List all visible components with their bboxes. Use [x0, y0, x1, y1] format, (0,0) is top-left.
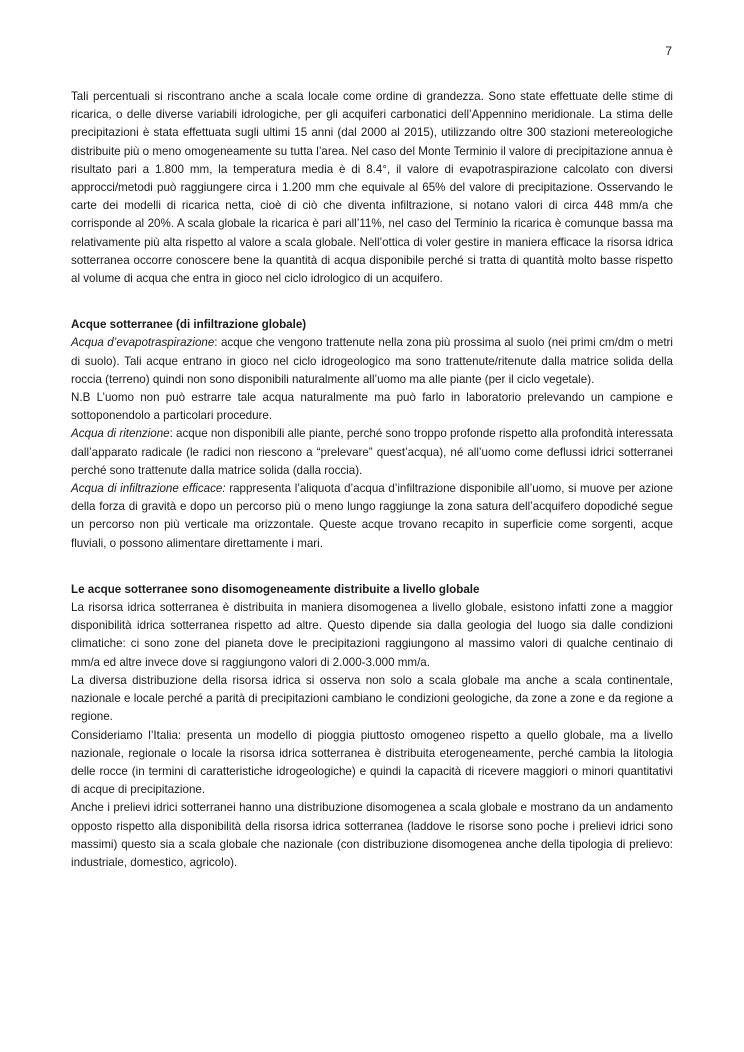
section-distribution — [71, 581, 673, 872]
paragraph-note: N.B L’uomo non può estrarre tale acqua naturalmente ma può farlo in laboratorio prelevando un campione e sottoponendolo a particolari procedure. — [71, 391, 673, 423]
intro-paragraph: Tali percentuali si riscontrano anche a scala locale come ordine di grandezza. Sono state effettuate delle stime di ricarica, o delle diverse variabili idrologiche, per gli acquiferi carbonatici dell’Appennino meridionale. La stima delle precipitazioni è stata effettuata sugli ultimi 15 anni (dal 2000 al 2015), utilizzando oltre 300 stazioni metereologiche distribuite più o meno omogeneamente su tutta l’area. Nel caso del Monte Terminio il valore di precipitazione annua è risultato pari a 1.800 mm, la temperatura media è di 8.4°, il valore di evapotraspirazione calcolato con diversi approcci/metodi può raggiungere circa i 1.200 mm che equivale al 65% del valore di precipitazione. Osservando le carte dei modelli di ricarica netta, cioè di ciò che diventa infiltrazione, si notano valori di circa 448 mm/a che corrisponde al 20%. A scala globale la ricarica è pari all’11%, nel caso del Terminio la ricarica è comunque bassa ma relativamente più alta rispetto al valore a scala globale. Nell’ottica di voler gestire in maniera efficace la risorsa idrica sotterranea occorre conoscere bene la quantità di acqua disponibile perché si tratta di quantità molto basse rispetto al volume di acqua che entra in gioco nel ciclo idrologico di un acquifero. — [71, 90, 673, 286]
paragraph-retention — [71, 425, 673, 480]
document-body — [71, 88, 673, 872]
text-effective-infiltration: rappresenta l’aliquota d’acqua d’infiltrazione disponibile all’uomo, si muove per azione della forza di gravità e dopo un percorso più o meno lungo raggiunge la zona satura dell’acquifero dopodiché segue un percorso non più verticale ma orizzontale. Queste acque trovano recapito in superficie come sorgenti, acque fluviali, o possono alimentare direttamente i mari. — [71, 482, 674, 550]
text-retention: : acque non disponibili alle piante, perché sono troppo profonde rispetto alla profondità interessata dall’apparato radicale (le radici non riescono a “prelevare” quest’acqua), né all’uomo come deflussi idrici sotterranei perché sono trattenute dalla matrice solida (dalla roccia). — [71, 427, 673, 477]
term-evapotranspiration: Acqua d’evapotraspirazione — [71, 336, 215, 350]
page-number: 7 — [665, 44, 672, 58]
paragraph-effective-infiltration — [71, 480, 673, 553]
term-effective-infiltration: Acqua di infiltrazione efficace: — [71, 482, 226, 496]
section-heading-distribution: Le acque sotterranee sono disomogeneamente distribuite a livello globale — [71, 582, 480, 596]
section-heading-groundwater: Acque sotterranee (di infiltrazione globale) — [71, 318, 307, 332]
paragraph-distribution-3: Consideriamo l’Italia: presenta un modello di pioggia piuttosto omogeneo rispetto a quello globale, ma a livello nazionale, regionale o locale la risorsa idrica sotterranea è distribuita eterogeneamente, perché cambia la litologia delle rocce (in termini di caratteristiche idrogeologiche) e quindi la capacità di ricevere maggiori o minori quantitativi di acque di precipitazione. — [71, 728, 673, 797]
paragraph-distribution-4: Anche i prelievi idrici sotterranei hanno una distribuzione disomogenea a scala globale e mostrano da un andamento opposto rispetto alla disponibilità della risorsa idrica sotterranea (laddove le risorse sono poche i prelievi idrici sono massimi) questo sia a scala globale che nazionale (con distribuzione disomogenea anche della tipologia di prelievo: industriale, domestico, agricolo). — [71, 801, 673, 869]
paragraph-distribution-2: La diversa distribuzione della risorsa idrica si osserva non solo a scala globale ma anche a scala continentale, nazionale e locale perché a parità di precipitazioni cambiano le condizioni geologiche, da zone a zone e da regione a regione. — [71, 673, 673, 724]
paragraph-evapotranspiration — [71, 334, 673, 389]
term-retention: Acqua di ritenzione — [71, 427, 170, 441]
section-groundwater-types — [71, 316, 673, 553]
text-evapotranspiration: : acque che vengono trattenute nella zona più prossima al suolo (nei primi cm/dm o metri di suolo). Tali acque entrano in gioco nel ciclo idrogeologico ma sono trattenute/ritenute dalla matrice solida della roccia (terreno) quindi non sono disponibili naturalmente all’uomo ma alle piante (per il ciclo vegetale). — [71, 336, 673, 386]
paragraph-distribution-1: La risorsa idrica sotterranea è distribuita in maniera disomogenea a livello globale, esistono infatti zone a maggior disponibilità idrica sotterranea rispetto ad altre. Questo dipende sia dalla geologia del luogo sia dalle condizioni climatiche: ci sono zone del pianeta dove le precipitazioni raggiungono al massimo valori di qualche centinaio di mm/a ed altre invece dove si raggiungono valori di 2.000-3.000 mm/a. — [71, 601, 673, 669]
